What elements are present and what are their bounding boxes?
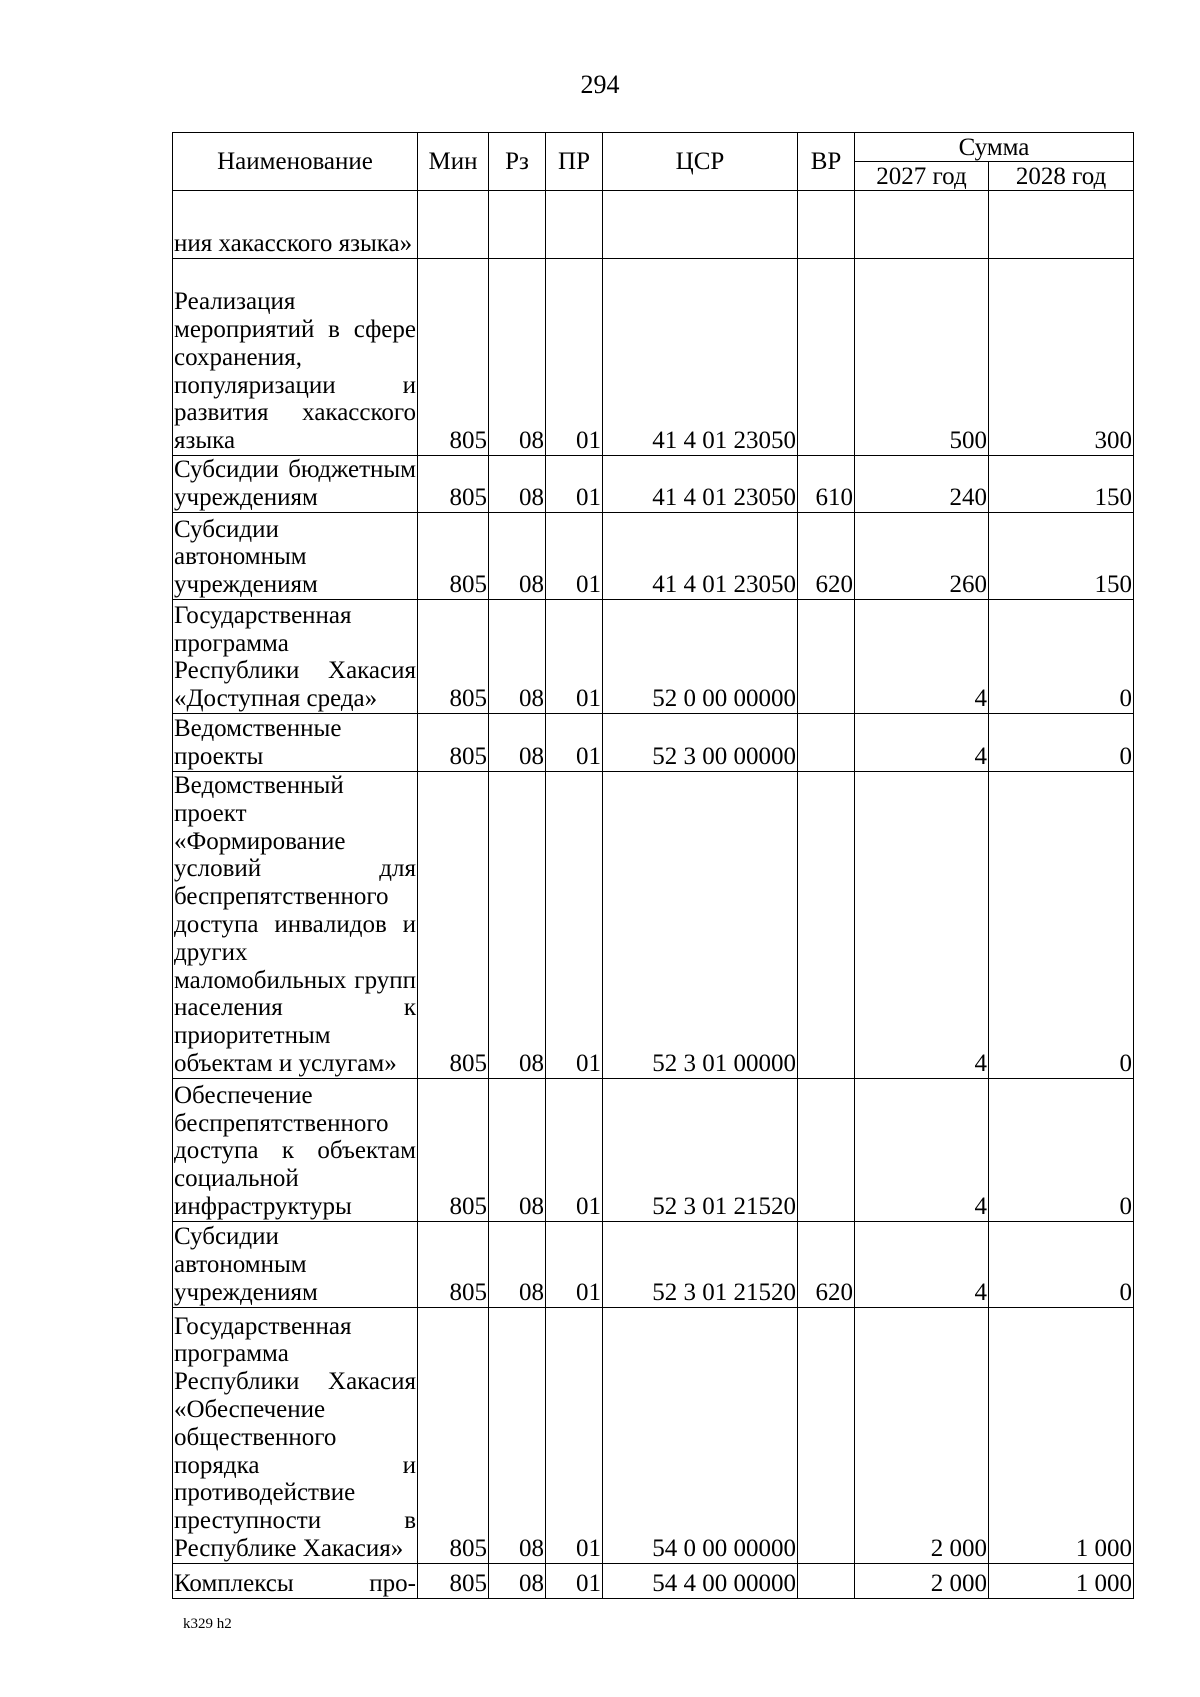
row-pr: 01 xyxy=(546,714,603,772)
row-min: 805 xyxy=(418,1307,489,1563)
row-rz xyxy=(489,191,546,259)
row-sum-2028: 1 000 xyxy=(989,1307,1134,1563)
page-number: 294 xyxy=(580,70,620,99)
row-vr: 620 xyxy=(798,1221,855,1307)
row-csr: 52 0 00 00000 xyxy=(603,600,798,714)
header-min: Мин xyxy=(418,133,489,191)
row-sum-2028 xyxy=(989,191,1134,259)
row-sum-2027 xyxy=(855,191,989,259)
table-row xyxy=(173,600,1134,714)
table-row xyxy=(173,1078,1134,1221)
header-rz: Рз xyxy=(489,133,546,191)
row-min: 805 xyxy=(418,1078,489,1221)
header-pr: ПР xyxy=(546,133,603,191)
row-min: 805 xyxy=(418,714,489,772)
header-name: Наименование xyxy=(173,133,418,191)
header-csr: ЦСР xyxy=(603,133,798,191)
row-rz: 08 xyxy=(489,456,546,513)
row-name: Реализация мероприятий в сфере сохранения, популяризации и развития хакасского языка xyxy=(173,259,418,456)
table-row xyxy=(173,1307,1134,1563)
table-row xyxy=(173,1221,1134,1307)
row-vr xyxy=(798,1307,855,1563)
table-body xyxy=(173,191,1134,1599)
row-name: Ведомственные проекты xyxy=(173,714,418,772)
footer-code: k329 h2 xyxy=(183,1616,232,1632)
row-min: 805 xyxy=(418,772,489,1079)
table-row xyxy=(173,513,1134,600)
row-csr xyxy=(603,191,798,259)
header-year-2027: 2027 год xyxy=(855,162,989,191)
row-rz: 08 xyxy=(489,1563,546,1598)
row-sum-2027: 240 xyxy=(855,456,989,513)
row-sum-2028: 1 000 xyxy=(989,1563,1134,1598)
row-sum-2028: 0 xyxy=(989,714,1134,772)
row-sum-2027: 500 xyxy=(855,259,989,456)
row-name: Государственная программа Республики Хакасия «Обеспечение общественного порядка и противодействие преступности в Республике Хакасия» xyxy=(173,1307,418,1563)
row-min: 805 xyxy=(418,1221,489,1307)
row-name: ния хакасского языка» xyxy=(173,191,418,259)
table-row xyxy=(173,191,1134,259)
row-pr: 01 xyxy=(546,456,603,513)
row-vr xyxy=(798,714,855,772)
row-sum-2027: 4 xyxy=(855,714,989,772)
row-rz: 08 xyxy=(489,600,546,714)
header-vr: ВР xyxy=(798,133,855,191)
row-pr xyxy=(546,191,603,259)
row-sum-2027: 4 xyxy=(855,1221,989,1307)
row-sum-2027: 2 000 xyxy=(855,1307,989,1563)
table-row xyxy=(173,259,1134,456)
row-pr: 01 xyxy=(546,1078,603,1221)
row-rz: 08 xyxy=(489,714,546,772)
row-min xyxy=(418,191,489,259)
row-min: 805 xyxy=(418,456,489,513)
row-sum-2028: 0 xyxy=(989,1078,1134,1221)
row-vr xyxy=(798,600,855,714)
header-year-2028: 2028 год xyxy=(989,162,1134,191)
row-rz: 08 xyxy=(489,513,546,600)
header-sum: Сумма xyxy=(855,133,1134,162)
row-name: Субсидии автономным учреждениям xyxy=(173,1221,418,1307)
row-pr: 01 xyxy=(546,259,603,456)
row-sum-2028: 300 xyxy=(989,259,1134,456)
row-sum-2028: 0 xyxy=(989,1221,1134,1307)
row-sum-2027: 4 xyxy=(855,600,989,714)
row-name: Государственная программа Республики Хакасия «Доступная среда» xyxy=(173,600,418,714)
row-name: Субсидии автономным учреждениям xyxy=(173,513,418,600)
row-pr: 01 xyxy=(546,1221,603,1307)
row-sum-2028: 0 xyxy=(989,772,1134,1079)
table-row xyxy=(173,772,1134,1079)
row-rz: 08 xyxy=(489,1221,546,1307)
row-min: 805 xyxy=(418,513,489,600)
row-sum-2027: 2 000 xyxy=(855,1563,989,1598)
row-csr: 54 0 00 00000 xyxy=(603,1307,798,1563)
row-min: 805 xyxy=(418,259,489,456)
row-csr: 41 4 01 23050 xyxy=(603,513,798,600)
row-sum-2027: 4 xyxy=(855,1078,989,1221)
row-sum-2027: 4 xyxy=(855,772,989,1079)
row-rz: 08 xyxy=(489,259,546,456)
row-name: Комплексы про- xyxy=(173,1563,418,1598)
row-name: Обеспечение беспрепятственного доступа к объектам социальной инфраструктуры xyxy=(173,1078,418,1221)
budget-table xyxy=(172,132,1134,1599)
row-pr: 01 xyxy=(546,1563,603,1598)
row-vr: 620 xyxy=(798,513,855,600)
row-rz: 08 xyxy=(489,772,546,1079)
row-rz: 08 xyxy=(489,1307,546,1563)
row-min: 805 xyxy=(418,1563,489,1598)
table-row xyxy=(173,714,1134,772)
row-csr: 54 4 00 00000 xyxy=(603,1563,798,1598)
row-pr: 01 xyxy=(546,600,603,714)
row-vr: 610 xyxy=(798,456,855,513)
row-vr xyxy=(798,1563,855,1598)
row-sum-2028: 150 xyxy=(989,513,1134,600)
row-vr xyxy=(798,259,855,456)
row-csr: 52 3 01 21520 xyxy=(603,1221,798,1307)
row-csr: 52 3 01 00000 xyxy=(603,772,798,1079)
row-pr: 01 xyxy=(546,513,603,600)
row-min: 805 xyxy=(418,600,489,714)
row-csr: 41 4 01 23050 xyxy=(603,456,798,513)
row-sum-2027: 260 xyxy=(855,513,989,600)
row-vr xyxy=(798,191,855,259)
row-sum-2028: 150 xyxy=(989,456,1134,513)
row-pr: 01 xyxy=(546,772,603,1079)
row-csr: 52 3 01 21520 xyxy=(603,1078,798,1221)
row-name: Субсидии бюджетным учреждениям xyxy=(174,456,416,512)
table-row xyxy=(173,456,1134,513)
row-vr xyxy=(798,1078,855,1221)
row-sum-2028: 0 xyxy=(989,600,1134,714)
table-row xyxy=(173,1563,1134,1598)
row-rz: 08 xyxy=(489,1078,546,1221)
row-csr: 41 4 01 23050 xyxy=(603,259,798,456)
row-pr: 01 xyxy=(546,1307,603,1563)
row-csr: 52 3 00 00000 xyxy=(603,714,798,772)
row-name: Ведомственный проект «Формирование условий для беспрепятственного доступа инвалидов и других маломобильных групп населения к приоритетным объектам и услугам» xyxy=(174,772,416,1077)
row-vr xyxy=(798,772,855,1079)
